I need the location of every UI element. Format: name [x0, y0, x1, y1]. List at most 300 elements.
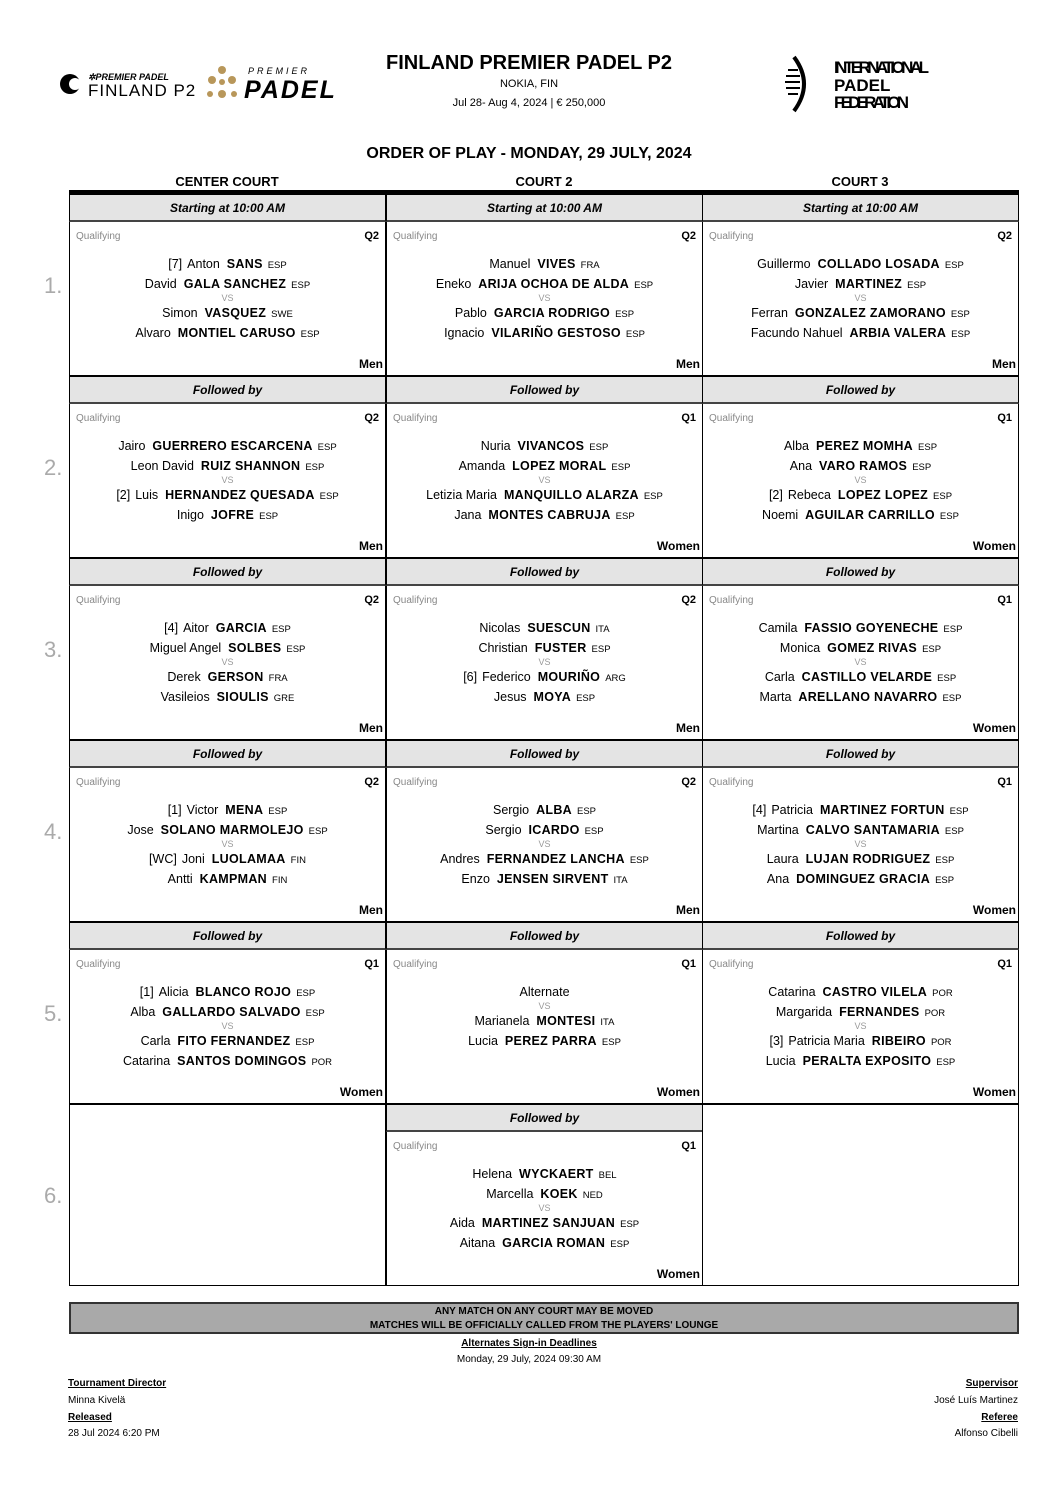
- player-nationality: ARG: [605, 673, 626, 684]
- player-last-name: HERNANDEZ QUESADA: [165, 488, 315, 502]
- player-nationality: ESP: [951, 329, 971, 340]
- player-last-name: MOURIÑO: [537, 670, 601, 684]
- player-nationality: ESP: [305, 1008, 325, 1019]
- player-last-name: FASSIO GOYENECHE: [804, 621, 939, 635]
- player-nationality: POR: [924, 1008, 946, 1019]
- vs-label: VS: [221, 475, 234, 485]
- tournament-dates: Jul 28- Aug 4, 2024 | € 250,000: [452, 97, 606, 109]
- player-first-name: Letizia Maria: [426, 488, 498, 502]
- player-last-name: ARBIA VALERA: [849, 326, 947, 340]
- player-nationality: ESP: [268, 806, 288, 817]
- round-label: Q1: [997, 776, 1012, 788]
- player-first-name: Lucia: [765, 1054, 796, 1068]
- player-first-name: Jana: [454, 508, 482, 522]
- empty-slot: [69, 1104, 386, 1286]
- player-line: [387, 303, 702, 323]
- court-name: CENTER COURT: [175, 174, 279, 189]
- player-nationality: ESP: [942, 693, 962, 704]
- player-first-name: Leon David: [130, 459, 194, 473]
- player-last-name: MOYA: [533, 690, 572, 704]
- player-last-name: PEREZ PARRA: [504, 1034, 597, 1048]
- player-first-name: Alvaro: [135, 326, 171, 340]
- player-last-name: GOMEZ RIVAS: [827, 641, 918, 655]
- player-first-name: Rebeca: [787, 488, 831, 502]
- team-lines: [703, 800, 1018, 889]
- player-first-name: Ferran: [751, 306, 788, 320]
- player-last-name: FUSTER: [534, 641, 587, 655]
- player-nationality: ESP: [577, 806, 597, 817]
- round-label: Q1: [681, 958, 696, 970]
- team-lines: [387, 1164, 702, 1253]
- player-first-name: Facundo Nahuel: [750, 326, 843, 340]
- vs-label: VS: [854, 1021, 867, 1031]
- match-slot: [69, 740, 386, 922]
- player-first-name: Pablo: [454, 306, 487, 320]
- match-card: [702, 950, 1019, 1104]
- player-nationality: ESP: [267, 260, 287, 271]
- player-first-name: Jesus: [493, 690, 527, 704]
- team-lines: [70, 254, 385, 343]
- player-first-name: Eneko: [435, 277, 472, 291]
- match-label: Qualifying: [76, 777, 121, 788]
- player-first-name: David: [144, 277, 177, 291]
- player-nationality: ESP: [319, 491, 339, 502]
- director-name: Minna Kivelä: [68, 1395, 126, 1406]
- court-column: [69, 194, 386, 1286]
- player-first-name: Alba: [783, 439, 809, 453]
- match-label: Qualifying: [76, 595, 121, 606]
- player-last-name: VASQUEZ: [204, 306, 267, 320]
- player-first-name: Aitana: [459, 1236, 496, 1250]
- player-last-name: GONZALEZ ZAMORANO: [794, 306, 946, 320]
- player-nationality: ESP: [625, 329, 645, 340]
- svg-text:PADEL: PADEL: [244, 76, 337, 104]
- player-first-name: Ana: [766, 872, 790, 886]
- category-label: Men: [676, 903, 700, 917]
- player-nationality: ESP: [610, 1239, 630, 1250]
- referee-label: Referee: [981, 1412, 1018, 1423]
- player-first-name: Lucia: [468, 1034, 498, 1048]
- player-nationality: SWE: [271, 309, 293, 320]
- player-last-name: VIVANCOS: [517, 439, 585, 453]
- slot-time-header: Followed by: [69, 376, 386, 404]
- match-label: Qualifying: [76, 413, 121, 424]
- vs-label: VS: [538, 475, 551, 485]
- court-name: COURT 2: [515, 174, 573, 189]
- player-last-name: JOFRE: [210, 508, 255, 522]
- player-line: [387, 1031, 702, 1051]
- player-last-name: GALLARDO SALVADO: [162, 1005, 301, 1019]
- player-last-name: CALVO SANTAMARIA: [805, 823, 940, 837]
- player-first-name: Inigo: [176, 508, 204, 522]
- match-label: Qualifying: [393, 1141, 438, 1152]
- player-nationality: ESP: [936, 1057, 956, 1068]
- player-first-name: Anton: [187, 257, 220, 271]
- player-last-name: GERSON: [207, 670, 264, 684]
- player-first-name: Laura: [766, 852, 799, 866]
- player-nationality: FIN: [272, 875, 288, 886]
- player-first-name: Luis: [135, 488, 159, 502]
- round-label: Q1: [364, 958, 379, 970]
- vs-label: VS: [538, 657, 551, 667]
- match-card: [69, 586, 386, 740]
- player-last-name: CASTILLO VELARDE: [801, 670, 933, 684]
- round-label: Q2: [997, 230, 1012, 242]
- vs-label: VS: [538, 1001, 551, 1011]
- category-label: Women: [972, 721, 1016, 735]
- player-last-name: SIOULIS: [216, 690, 269, 704]
- player-line: [70, 485, 385, 505]
- player-last-name: MENA: [225, 803, 264, 817]
- player-line: [387, 820, 702, 840]
- player-nationality: ESP: [615, 511, 635, 522]
- row-number: 4.: [44, 819, 63, 844]
- player-last-name: MONTES CABRUJA: [488, 508, 611, 522]
- player-first-name: Catarina: [768, 985, 816, 999]
- player-seed: [7]: [168, 257, 183, 271]
- player-last-name: KAMPMAN: [199, 872, 268, 886]
- player-nationality: ESP: [620, 1219, 640, 1230]
- player-line: [703, 436, 1018, 456]
- player-first-name: Sergio: [485, 823, 522, 837]
- slot-time-header: Followed by: [702, 740, 1019, 768]
- match-slot: [702, 922, 1019, 1104]
- player-line: [70, 505, 385, 525]
- player-nationality: ESP: [944, 260, 964, 271]
- player-first-name: Marianela: [474, 1014, 530, 1028]
- player-first-name: Andres: [440, 852, 480, 866]
- player-nationality: ESP: [949, 806, 969, 817]
- team-lines: [703, 436, 1018, 525]
- match-label: Qualifying: [393, 959, 438, 970]
- match-label: Qualifying: [709, 959, 754, 970]
- player-nationality: ESP: [296, 988, 316, 999]
- player-nationality: ESP: [576, 693, 596, 704]
- player-first-name: Alicia: [158, 985, 189, 999]
- category-label: Men: [676, 721, 700, 735]
- player-seed: [3]: [769, 1034, 784, 1048]
- team-lines: [70, 436, 385, 525]
- vs-label: VS: [854, 293, 867, 303]
- category-label: Women: [972, 1085, 1016, 1099]
- svg-text:INTERNATIONAL: INTERNATIONAL: [834, 58, 929, 77]
- round-label: Q2: [364, 594, 379, 606]
- player-line: [70, 254, 385, 274]
- player-first-name: Federico: [482, 670, 531, 684]
- match-label: Qualifying: [393, 777, 438, 788]
- player-last-name: FERNANDEZ LANCHA: [486, 852, 625, 866]
- player-line: [70, 1002, 385, 1022]
- player-first-name: Marta: [759, 690, 792, 704]
- player-line: [703, 1002, 1018, 1022]
- player-line: [703, 485, 1018, 505]
- player-line: [70, 638, 385, 658]
- player-line: [703, 274, 1018, 294]
- player-line: [387, 1184, 702, 1204]
- player-first-name: Margarida: [775, 1005, 833, 1019]
- empty-slot: [702, 1104, 1019, 1286]
- player-nationality: ESP: [300, 329, 320, 340]
- player-line: [70, 618, 385, 638]
- player-nationality: ESP: [912, 462, 932, 473]
- match-card: [386, 768, 703, 922]
- round-label: Q2: [364, 412, 379, 424]
- player-nationality: ESP: [629, 855, 649, 866]
- player-line: [70, 687, 385, 707]
- player-line: [387, 274, 702, 294]
- player-first-name: Patricia: [771, 803, 813, 817]
- player-seed: [WC]: [149, 852, 177, 866]
- match-slot: [69, 922, 386, 1104]
- match-label: Qualifying: [709, 231, 754, 242]
- player-first-name: Martina: [757, 823, 799, 837]
- player-nationality: ESP: [601, 1037, 621, 1048]
- player-last-name: VARO RAMOS: [819, 459, 908, 473]
- slot-time-header: Followed by: [386, 1104, 703, 1132]
- player-last-name: FITO FERNANDEZ: [177, 1034, 291, 1048]
- player-nationality: ESP: [944, 826, 964, 837]
- category-label: Women: [972, 903, 1016, 917]
- match-label: Qualifying: [76, 231, 121, 242]
- category-label: Men: [359, 357, 383, 371]
- player-first-name: Nicolas: [479, 621, 521, 635]
- alternates-deadline-time: Monday, 29 July, 2024 09:30 AM: [456, 1354, 602, 1365]
- player-last-name: AGUILAR CARRILLO: [805, 508, 935, 522]
- player-last-name: RUIZ SHANNON: [200, 459, 301, 473]
- referee-name: Alfonso Cibelli: [954, 1428, 1018, 1439]
- match-slot: [386, 922, 703, 1104]
- match-slot: [702, 558, 1019, 740]
- player-first-name: Monica: [779, 641, 821, 655]
- player-nationality: ITA: [595, 624, 610, 635]
- director-label: Tournament Director: [68, 1378, 167, 1389]
- match-label: Qualifying: [393, 413, 438, 424]
- player-nationality: POR: [932, 988, 953, 999]
- player-last-name: SOLANO MARMOLEJO: [160, 823, 304, 837]
- vs-label: VS: [538, 1203, 551, 1213]
- player-nationality: ESP: [907, 280, 927, 291]
- player-line: [703, 849, 1018, 869]
- player-first-name: Enzo: [461, 872, 490, 886]
- match-slot: [69, 194, 386, 376]
- round-label: Q1: [681, 1140, 696, 1152]
- player-nationality: ESP: [935, 875, 955, 886]
- supervisor-label: Supervisor: [965, 1378, 1018, 1389]
- player-first-name: Noemi: [762, 508, 799, 522]
- match-slot: [702, 194, 1019, 376]
- player-nationality: ESP: [634, 280, 654, 291]
- category-label: Women: [972, 539, 1016, 553]
- player-line: [70, 436, 385, 456]
- player-line: [703, 982, 1018, 1002]
- notice-banner: [69, 1302, 1019, 1334]
- row-number: 1.: [44, 273, 63, 298]
- team-lines: [70, 800, 385, 889]
- match-label: Qualifying: [76, 959, 121, 970]
- player-line: [70, 456, 385, 476]
- player-nationality: ESP: [589, 442, 609, 453]
- round-label: Q1: [997, 958, 1012, 970]
- player-first-name: Vasileios: [160, 690, 210, 704]
- player-last-name: GARCIA: [215, 621, 267, 635]
- player-last-name: LOPEZ LOPEZ: [837, 488, 929, 502]
- player-seed: [1]: [139, 985, 154, 999]
- player-nationality: POR: [930, 1037, 952, 1048]
- player-first-name: Javier: [794, 277, 829, 291]
- player-last-name: COLLADO LOSADA: [817, 257, 940, 271]
- player-first-name: Camila: [758, 621, 798, 635]
- player-line: [387, 436, 702, 456]
- tournament-title: FINLAND PREMIER PADEL P2: [386, 52, 672, 74]
- player-nationality: ESP: [305, 462, 325, 473]
- slot-time-header: Followed by: [386, 740, 703, 768]
- player-seed: [2]: [768, 488, 783, 502]
- player-nationality: FIN: [290, 855, 306, 866]
- player-line: [70, 274, 385, 294]
- vs-label: VS: [221, 839, 234, 849]
- player-line: [70, 303, 385, 323]
- player-line: [70, 1031, 385, 1051]
- player-first-name: Victor: [186, 803, 219, 817]
- player-last-name: SANS: [226, 257, 263, 271]
- team-lines: [387, 436, 702, 525]
- svg-text:PREMIER: PREMIER: [248, 66, 311, 76]
- player-nationality: ESP: [943, 624, 963, 635]
- player-last-name: PEREZ MOMHA: [815, 439, 914, 453]
- player-last-name: FERNANDES: [839, 1005, 920, 1019]
- team-lines: [387, 254, 702, 343]
- player-nationality: ESP: [615, 309, 635, 320]
- slot-time-header: Followed by: [702, 376, 1019, 404]
- player-seed: [6]: [463, 670, 478, 684]
- match-label: Qualifying: [709, 413, 754, 424]
- player-last-name: VILARIÑO GESTOSO: [491, 326, 621, 340]
- player-last-name: BLANCO ROJO: [195, 985, 292, 999]
- player-nationality: ESP: [286, 644, 306, 655]
- court-column: [386, 194, 703, 1286]
- player-line: [703, 323, 1018, 343]
- team-lines: [387, 982, 702, 1051]
- round-label: Q2: [681, 594, 696, 606]
- category-label: Men: [359, 903, 383, 917]
- player-last-name: DOMINGUEZ GRACIA: [796, 872, 931, 886]
- slot-time-header: Followed by: [69, 922, 386, 950]
- match-slot: [702, 376, 1019, 558]
- player-nationality: FRA: [580, 260, 600, 271]
- player-line: [387, 667, 702, 687]
- released-time: 28 Jul 2024 6:20 PM: [68, 1428, 160, 1439]
- player-last-name: MARTINEZ SANJUAN: [481, 1216, 616, 1230]
- row-number: 2.: [44, 455, 63, 480]
- player-nationality: ESP: [933, 491, 953, 502]
- player-line: [387, 800, 702, 820]
- category-label: Women: [656, 539, 700, 553]
- player-last-name: JENSEN SIRVENT: [496, 872, 609, 886]
- player-last-name: VIVES: [537, 257, 576, 271]
- player-line: [387, 485, 702, 505]
- player-last-name: ALBA: [536, 803, 572, 817]
- match-slot: [386, 740, 703, 922]
- player-last-name: LOPEZ MORAL: [512, 459, 607, 473]
- svg-text:PADEL: PADEL: [834, 76, 891, 95]
- player-line: [703, 456, 1018, 476]
- notice-line-2: MATCHES WILL BE OFFICIALLY CALLED FROM THE PLAYERS' LOUNGE: [369, 1320, 719, 1331]
- player-line: [70, 982, 385, 1002]
- match-card: [702, 586, 1019, 740]
- released-label: Released: [68, 1412, 112, 1423]
- player-line: [703, 618, 1018, 638]
- row-number: 6.: [44, 1183, 63, 1208]
- player-nationality: ESP: [271, 624, 291, 635]
- player-line: [703, 303, 1018, 323]
- category-label: Men: [359, 721, 383, 735]
- match-slot: [702, 740, 1019, 922]
- slot-time-header: Followed by: [69, 558, 386, 586]
- vs-label: VS: [538, 293, 551, 303]
- svg-text:✲PREMIER PADEL: ✲PREMIER PADEL: [88, 72, 169, 82]
- player-last-name: SANTOS DOMINGOS: [177, 1054, 307, 1068]
- match-slot: [69, 558, 386, 740]
- player-line: [387, 618, 702, 638]
- player-first-name: Helena: [472, 1167, 513, 1181]
- player-first-name: Aida: [449, 1216, 475, 1230]
- player-first-name: Derek: [167, 670, 201, 684]
- player-line: [387, 638, 702, 658]
- player-last-name: GUERRERO ESCARCENA: [152, 439, 313, 453]
- player-nationality: ESP: [291, 280, 311, 291]
- player-first-name: Jairo: [118, 439, 146, 453]
- player-nationality: ESP: [591, 644, 611, 655]
- player-last-name: ARELLANO NAVARRO: [798, 690, 938, 704]
- player-first-name: Christian: [478, 641, 528, 655]
- player-first-name: Jose: [127, 823, 154, 837]
- vs-label: VS: [538, 839, 551, 849]
- slot-time-header: Followed by: [69, 740, 386, 768]
- player-line: [387, 1233, 702, 1253]
- player-line: [70, 667, 385, 687]
- slot-time-header: Followed by: [386, 558, 703, 586]
- slot-time-header: Starting at 10:00 AM: [69, 194, 386, 222]
- vs-label: VS: [221, 657, 234, 667]
- player-line: [387, 505, 702, 525]
- category-label: Men: [676, 357, 700, 371]
- match-card: [702, 404, 1019, 558]
- player-last-name: SUESCUN: [527, 621, 591, 635]
- player-nationality: ESP: [937, 673, 957, 684]
- player-line: [387, 869, 702, 889]
- match-label: Qualifying: [393, 595, 438, 606]
- round-label: Q1: [997, 594, 1012, 606]
- notice-line-1: ANY MATCH ON ANY COURT MAY BE MOVED: [434, 1306, 654, 1317]
- player-first-name: Simon: [162, 306, 198, 320]
- player-nationality: ESP: [918, 442, 938, 453]
- player-last-name: MONTESI: [536, 1014, 596, 1028]
- player-nationality: ESP: [308, 826, 328, 837]
- team-lines: [387, 618, 702, 707]
- player-first-name: Carla: [140, 1034, 171, 1048]
- player-first-name: Miguel Angel: [149, 641, 222, 655]
- player-last-name: WYCKAERT: [518, 1167, 594, 1181]
- player-first-name: Marcella: [486, 1187, 534, 1201]
- player-nationality: NED: [582, 1190, 603, 1201]
- round-label: Q1: [681, 412, 696, 424]
- round-label: Q2: [364, 230, 379, 242]
- match-label: Qualifying: [393, 231, 438, 242]
- category-label: Women: [656, 1085, 700, 1099]
- team-lines: [70, 982, 385, 1071]
- player-line: [387, 1164, 702, 1184]
- player-last-name: KOEK: [540, 1187, 578, 1201]
